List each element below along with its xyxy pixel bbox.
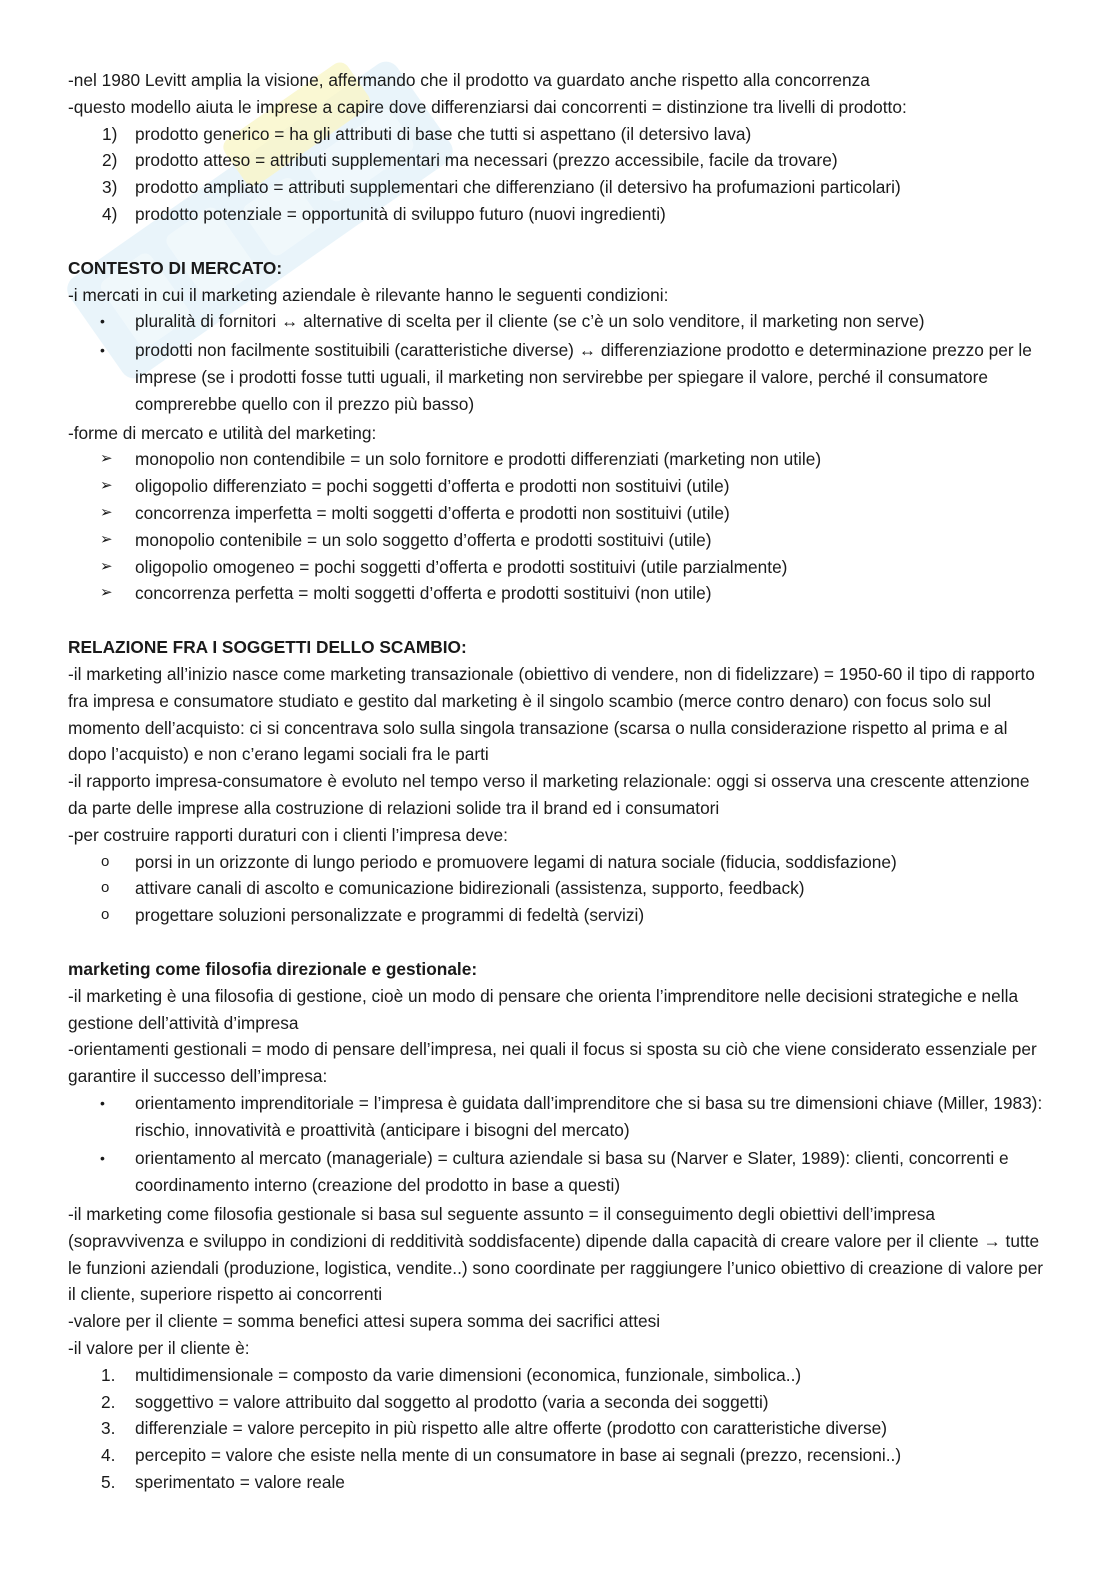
list-item — [68, 1469, 1048, 1496]
list-item-text: pluralità di fornitori ↔ alternative di scelta per il cliente (se c’è un solo venditore, il marketing non serve) — [135, 311, 925, 332]
circle-marker: o — [101, 879, 110, 897]
filosofia-para-3: -il marketing come filosofia gestionale si basa sul seguente assunto = il conseguimento degli obiettivi dell’impresa (sopravvivenza e sviluppo in condizioni di redditività soddisfacente) dipende dalla capacità di creare valore per il cliente → tutte le funzioni aziendali (produzione, logistica, vendite..) sono coordinate per raggiungere l’unico obiettivo di creazione di valore per il cliente, superiore rispetto ai concorrenti — [68, 1204, 1044, 1305]
list-item-text: monopolio non contendibile = un solo fornitore e prodotti differenziati (marketing non utile) — [135, 449, 822, 470]
list-item — [68, 337, 1048, 417]
list-marker: 3. — [101, 1418, 116, 1439]
list-marker: 5. — [101, 1472, 116, 1493]
circle-marker: o — [101, 852, 110, 870]
list-item — [68, 473, 1048, 500]
management-orientations-list — [68, 1090, 1048, 1199]
market-conditions-list — [68, 308, 1048, 417]
list-item — [68, 554, 1048, 581]
list-item-text: prodotti non facilmente sostituibili (caratteristiche diverse) ↔ differenziazione prodotto e determinazione prezzo per le imprese (se i prodotti fosse tutti uguali, il marketing non servirebbe per spiegare il valore, perché il consumatore comprerebbe quello con il prezzo più basso) — [135, 340, 1032, 414]
document-content — [68, 67, 1048, 1496]
list-item-text: concorrenza perfetta = molti soggetti d’offerta e prodotti sostituivi (non utile) — [135, 583, 712, 604]
list-item-text: prodotto generico = ha gli attributi di base che tutti si aspettano (il detersivo lava) — [135, 123, 752, 144]
list-item — [68, 1389, 1048, 1416]
lasting-relationships-list — [68, 849, 1048, 929]
list-item — [68, 500, 1048, 527]
bullet-marker: • — [100, 342, 105, 359]
list-item-text: oligopolio differenziato = pochi soggetti d’offerta e prodotti non sostituivi (utile) — [135, 476, 730, 497]
list-item — [68, 875, 1048, 902]
list-item — [68, 147, 1048, 174]
list-item-text: differenziale = valore percepito in più rispetto alle altre offerte (prodotto con caratteristiche diverse) — [135, 1418, 887, 1439]
list-item — [68, 121, 1048, 148]
list-item — [68, 1145, 1048, 1199]
relazione-line-3: -per costruire rapporti duraturi con i clienti l’impresa deve: — [68, 824, 508, 845]
list-item — [68, 446, 1048, 473]
list-item-text: soggettivo = valore attribuito dal soggetto al prodotto (varia a seconda dei soggetti) — [135, 1391, 769, 1412]
list-item-text: percepito = valore che esiste nella mente di un consumatore in base ai segnali (prezzo, recensioni..) — [135, 1445, 902, 1466]
relazione-para-1: -il marketing all’inizio nasce come marketing transazionale (obiettivo di vendere, non di fidelizzare) = 1950-60 il tipo di rapporto fra impresa e consumatore studiato e gestito dal marketing è il singolo scambio (merce contro denaro) con focus solo sul momento dell’acquisto: ci si concentrava solo sulla singola transazione (scarsa o nulla considerazione rispetto al prima e al dopo l’acquisto) e non c’erano legami sociali fra le parti — [68, 663, 1035, 765]
filosofia-line-5: -il valore per il cliente è: — [68, 1338, 250, 1359]
arrow-marker: ➢ — [100, 450, 113, 468]
intro-line-2: -questo modello aiuta le imprese a capire dove differenziarsi dai concorrenti = distinzione tra livelli di prodotto: — [68, 96, 907, 117]
list-item — [68, 527, 1048, 554]
list-marker: 1) — [102, 123, 118, 144]
list-marker: 4. — [101, 1445, 116, 1466]
bullet-marker: • — [100, 1150, 105, 1167]
list-marker: 3) — [102, 177, 118, 198]
customer-value-list — [68, 1362, 1048, 1496]
list-item — [68, 1442, 1048, 1469]
list-item — [68, 1362, 1048, 1389]
list-item-text: orientamento imprenditoriale = l’impresa è guidata dall’imprenditore che si basa su tre dimensioni chiave (Miller, 1983): rischio, innovatività e proattività (anticipare i bisogni del mercato) — [135, 1092, 1043, 1140]
list-item — [68, 308, 1048, 335]
list-item-text: attivare canali di ascolto e comunicazione bidirezionali (assistenza, supporto, feedback) — [135, 878, 805, 899]
list-item — [68, 580, 1048, 607]
section-heading-relazione: RELAZIONE FRA I SOGGETTI DELLO SCAMBIO: — [68, 637, 467, 658]
section-heading-contesto: CONTESTO DI MERCATO: — [68, 257, 283, 278]
list-item — [68, 1415, 1048, 1442]
filosofia-para-1: -il marketing è una filosofia di gestione, cioè un modo di pensare che orienta l’imprenditore nelle decisioni strategiche e nella gestione dell’attività d’impresa — [68, 985, 1019, 1033]
list-item-text: monopolio contenibile = un solo soggetto d’offerta e prodotti sostituivi (utile) — [135, 529, 712, 550]
list-item — [68, 849, 1048, 876]
arrow-marker: ➢ — [100, 584, 113, 602]
market-forms-list — [68, 446, 1048, 607]
bullet-marker: • — [100, 1094, 105, 1111]
list-item-text: multidimensionale = composto da varie dimensioni (economica, funzionale, simbolica..) — [135, 1364, 802, 1385]
list-item-text: orientamento al mercato (manageriale) = cultura aziendale si basa su (Narver e Slater, 1989): clienti, concorrenti e coordinamento interno (creazione del prodotto in base a questi) — [135, 1148, 1009, 1196]
arrow-marker: ➢ — [100, 503, 113, 521]
list-item-text: progettare soluzioni personalizzate e programmi di fedeltà (servizi) — [135, 905, 645, 926]
contesto-line-1: -i mercati in cui il marketing aziendale è rilevante hanno le seguenti condizioni: — [68, 284, 669, 305]
list-item-text: oligopolio omogeneo = pochi soggetti d’offerta e prodotti sostituivi (utile parzialmente) — [135, 556, 788, 577]
list-item-text: prodotto potenziale = opportunità di sviluppo futuro (nuovi ingredienti) — [135, 203, 666, 224]
list-item — [68, 174, 1048, 201]
arrow-marker: ➢ — [100, 477, 113, 495]
circle-marker: o — [101, 906, 110, 924]
list-item-text: concorrenza imperfetta = molti soggetti d’offerta e prodotti non sostituivi (utile) — [135, 502, 730, 523]
list-item-text: porsi in un orizzonte di lungo periodo e promuovere legami di natura sociale (fiducia, soddisfazione) — [135, 851, 897, 872]
list-marker: 4) — [102, 203, 118, 224]
list-marker: 1. — [101, 1364, 116, 1385]
arrow-marker: ➢ — [100, 557, 113, 575]
filosofia-line-4: -valore per il cliente = somma benefici attesi supera somma dei sacrifici attesi — [68, 1311, 661, 1332]
intro-line-1: -nel 1980 Levitt amplia la visione, affermando che il prodotto va guardato anche rispetto alla concorrenza — [68, 70, 870, 90]
relazione-para-2: -il rapporto impresa-consumatore è evoluto nel tempo verso il marketing relazionale: oggi si osserva una crescente attenzione da parte delle imprese alla costruzione di relazioni solide tra il brand ed i consumatori — [68, 771, 1030, 818]
product-levels-list — [68, 121, 1048, 228]
list-item — [68, 1090, 1048, 1144]
list-item-text: prodotto atteso = attributi supplementari ma necessari (prezzo accessibile, facile da trovare) — [135, 150, 838, 171]
contesto-line-2: -forme di mercato e utilità del marketing: — [68, 422, 377, 443]
list-marker: 2) — [102, 150, 118, 171]
filosofia-para-2: -orientamenti gestionali = modo di pensare dell’impresa, nei quali il focus si sposta su ciò che viene considerato essenziale per garantire il successo dell’impresa: — [68, 1039, 1037, 1087]
list-item-text: prodotto ampliato = attributi supplementari che differenziano (il detersivo ha profumazioni particolari) — [135, 177, 901, 198]
bullet-marker: • — [100, 313, 105, 330]
list-marker: 2. — [101, 1391, 116, 1412]
list-item-text: sperimentato = valore reale — [135, 1472, 345, 1493]
section-heading-filosofia: marketing come filosofia direzionale e gestionale: — [68, 958, 478, 979]
arrow-marker: ➢ — [100, 530, 113, 548]
list-item — [68, 902, 1048, 929]
list-item — [68, 201, 1048, 228]
